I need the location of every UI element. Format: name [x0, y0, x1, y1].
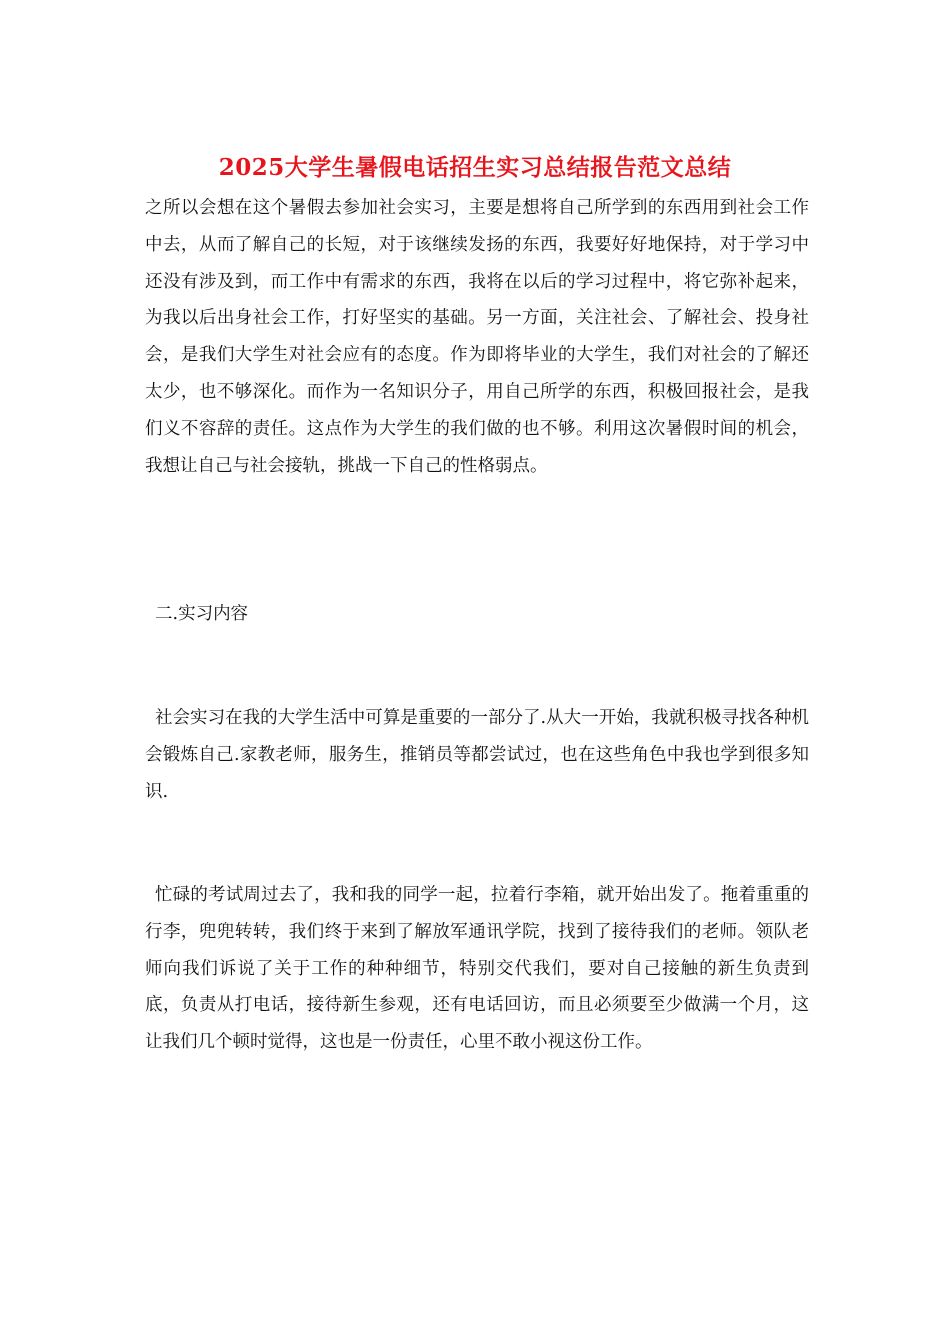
section-heading: 二.实习内容	[155, 604, 249, 624]
content-paragraph-2: 忙碌的考试周过去了，我和我的同学一起，拉着行李箱，就开始出发了。拖着重重的行李，兜兜转转，我们终于来到了解放军通讯学院，找到了接待我们的老师。领队老师向我们诉说了关于工作的种种细节，特别交代我们，要对自己接触的新生负责到底，负责从打电话，接待新生参观，还有电话回访，而且必须要至少做满一个月，这让我们几个顿时觉得，这也是一份责任，心里不敢小视这份工作。	[145, 885, 809, 1053]
intro-paragraph: 之所以会想在这个暑假去参加社会实习，主要是想将自己所学到的东西用到社会工作中去，从而了解自己的长短，对于该继续发扬的东西，我要好好地保持，对于学习中还没有涉及到，而工作中有需求的东西，我将在以后的学习过程中，将它弥补起来，为我以后出身社会工作，打好坚实的基础。另一方面，关注社会、了解社会、投身社会，是我们大学生对社会应有的态度。作为即将毕业的大学生，我们对社会的了解还太少，也不够深化。而作为一名知识分子，用自己所学的东西，积极回报社会，是我们义不容辞的责任。这点作为大学生的我们做的也不够。利用这次暑假时间的机会，我想让自己与社会接轨，挑战一下自己的性格弱点。	[145, 198, 809, 476]
document-title: 2025大学生暑假电话招生实习总结报告范文总结	[218, 154, 732, 181]
content-paragraph-1: 社会实习在我的大学生活中可算是重要的一部分了.从大一开始，我就积极寻找各种机会锻炼自己.家教老师，服务生，推销员等都尝试过，也在这些角色中我也学到很多知识.	[145, 708, 809, 802]
